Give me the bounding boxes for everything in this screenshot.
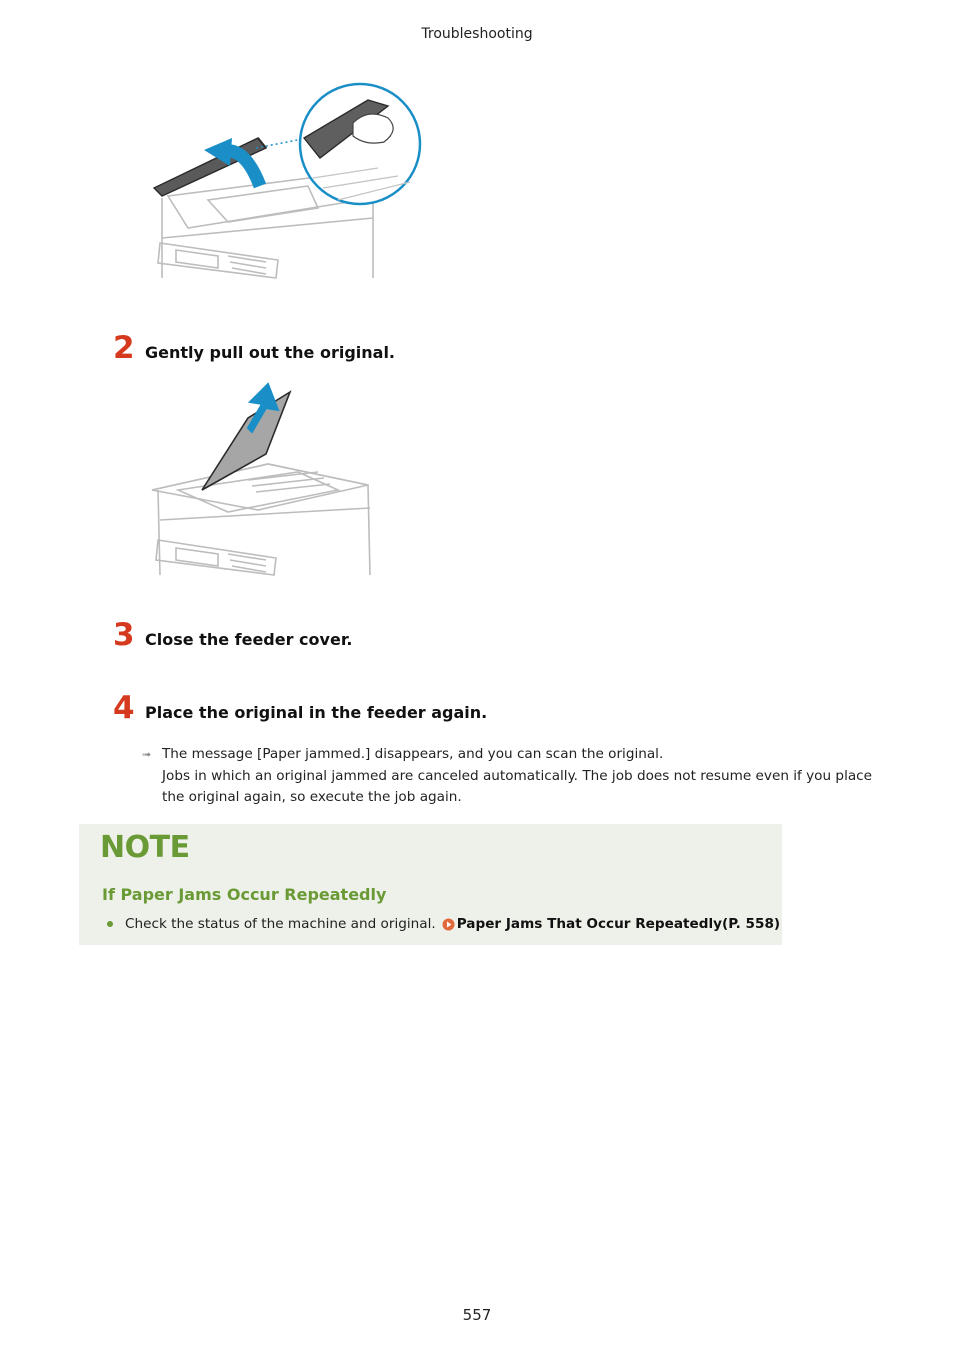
result-text: Jobs in which an original jammed are canceled automatically. The job does not resume even if you place	[162, 767, 873, 784]
note-title: NOTE	[100, 830, 190, 865]
paper-jams-link[interactable]: Paper Jams That Occur Repeatedly(P. 558)	[456, 916, 781, 932]
step-2	[113, 330, 395, 366]
note-item-text: Check the status of the machine and original.	[125, 916, 436, 932]
pull-original-illustration	[148, 380, 378, 578]
step-text: Place the original in the feeder again.	[145, 703, 488, 722]
bullet-icon	[107, 921, 113, 927]
step-text: Gently pull out the original.	[145, 343, 396, 362]
step-text: Close the feeder cover.	[145, 630, 353, 649]
page-header: Troubleshooting	[421, 26, 533, 42]
feeder-cover-illustration	[148, 78, 428, 283]
link-arrow-icon[interactable]	[442, 918, 455, 931]
page-number: 557	[462, 1306, 492, 1324]
result-arrow-icon: ➟	[142, 748, 152, 761]
step-4	[113, 690, 487, 726]
step-number: 4	[113, 690, 134, 726]
note-subtitle: If Paper Jams Occur Repeatedly	[102, 885, 387, 904]
step-number: 2	[113, 330, 134, 366]
step-3	[113, 617, 353, 653]
note-box	[79, 824, 782, 945]
result-text: The message [Paper jammed.] disappears, and you can scan the original.	[162, 746, 664, 762]
step-4-result	[142, 744, 882, 809]
result-text: the original again, so execute the job again.	[162, 789, 462, 805]
step-number: 3	[113, 617, 134, 653]
list-item	[107, 916, 780, 932]
